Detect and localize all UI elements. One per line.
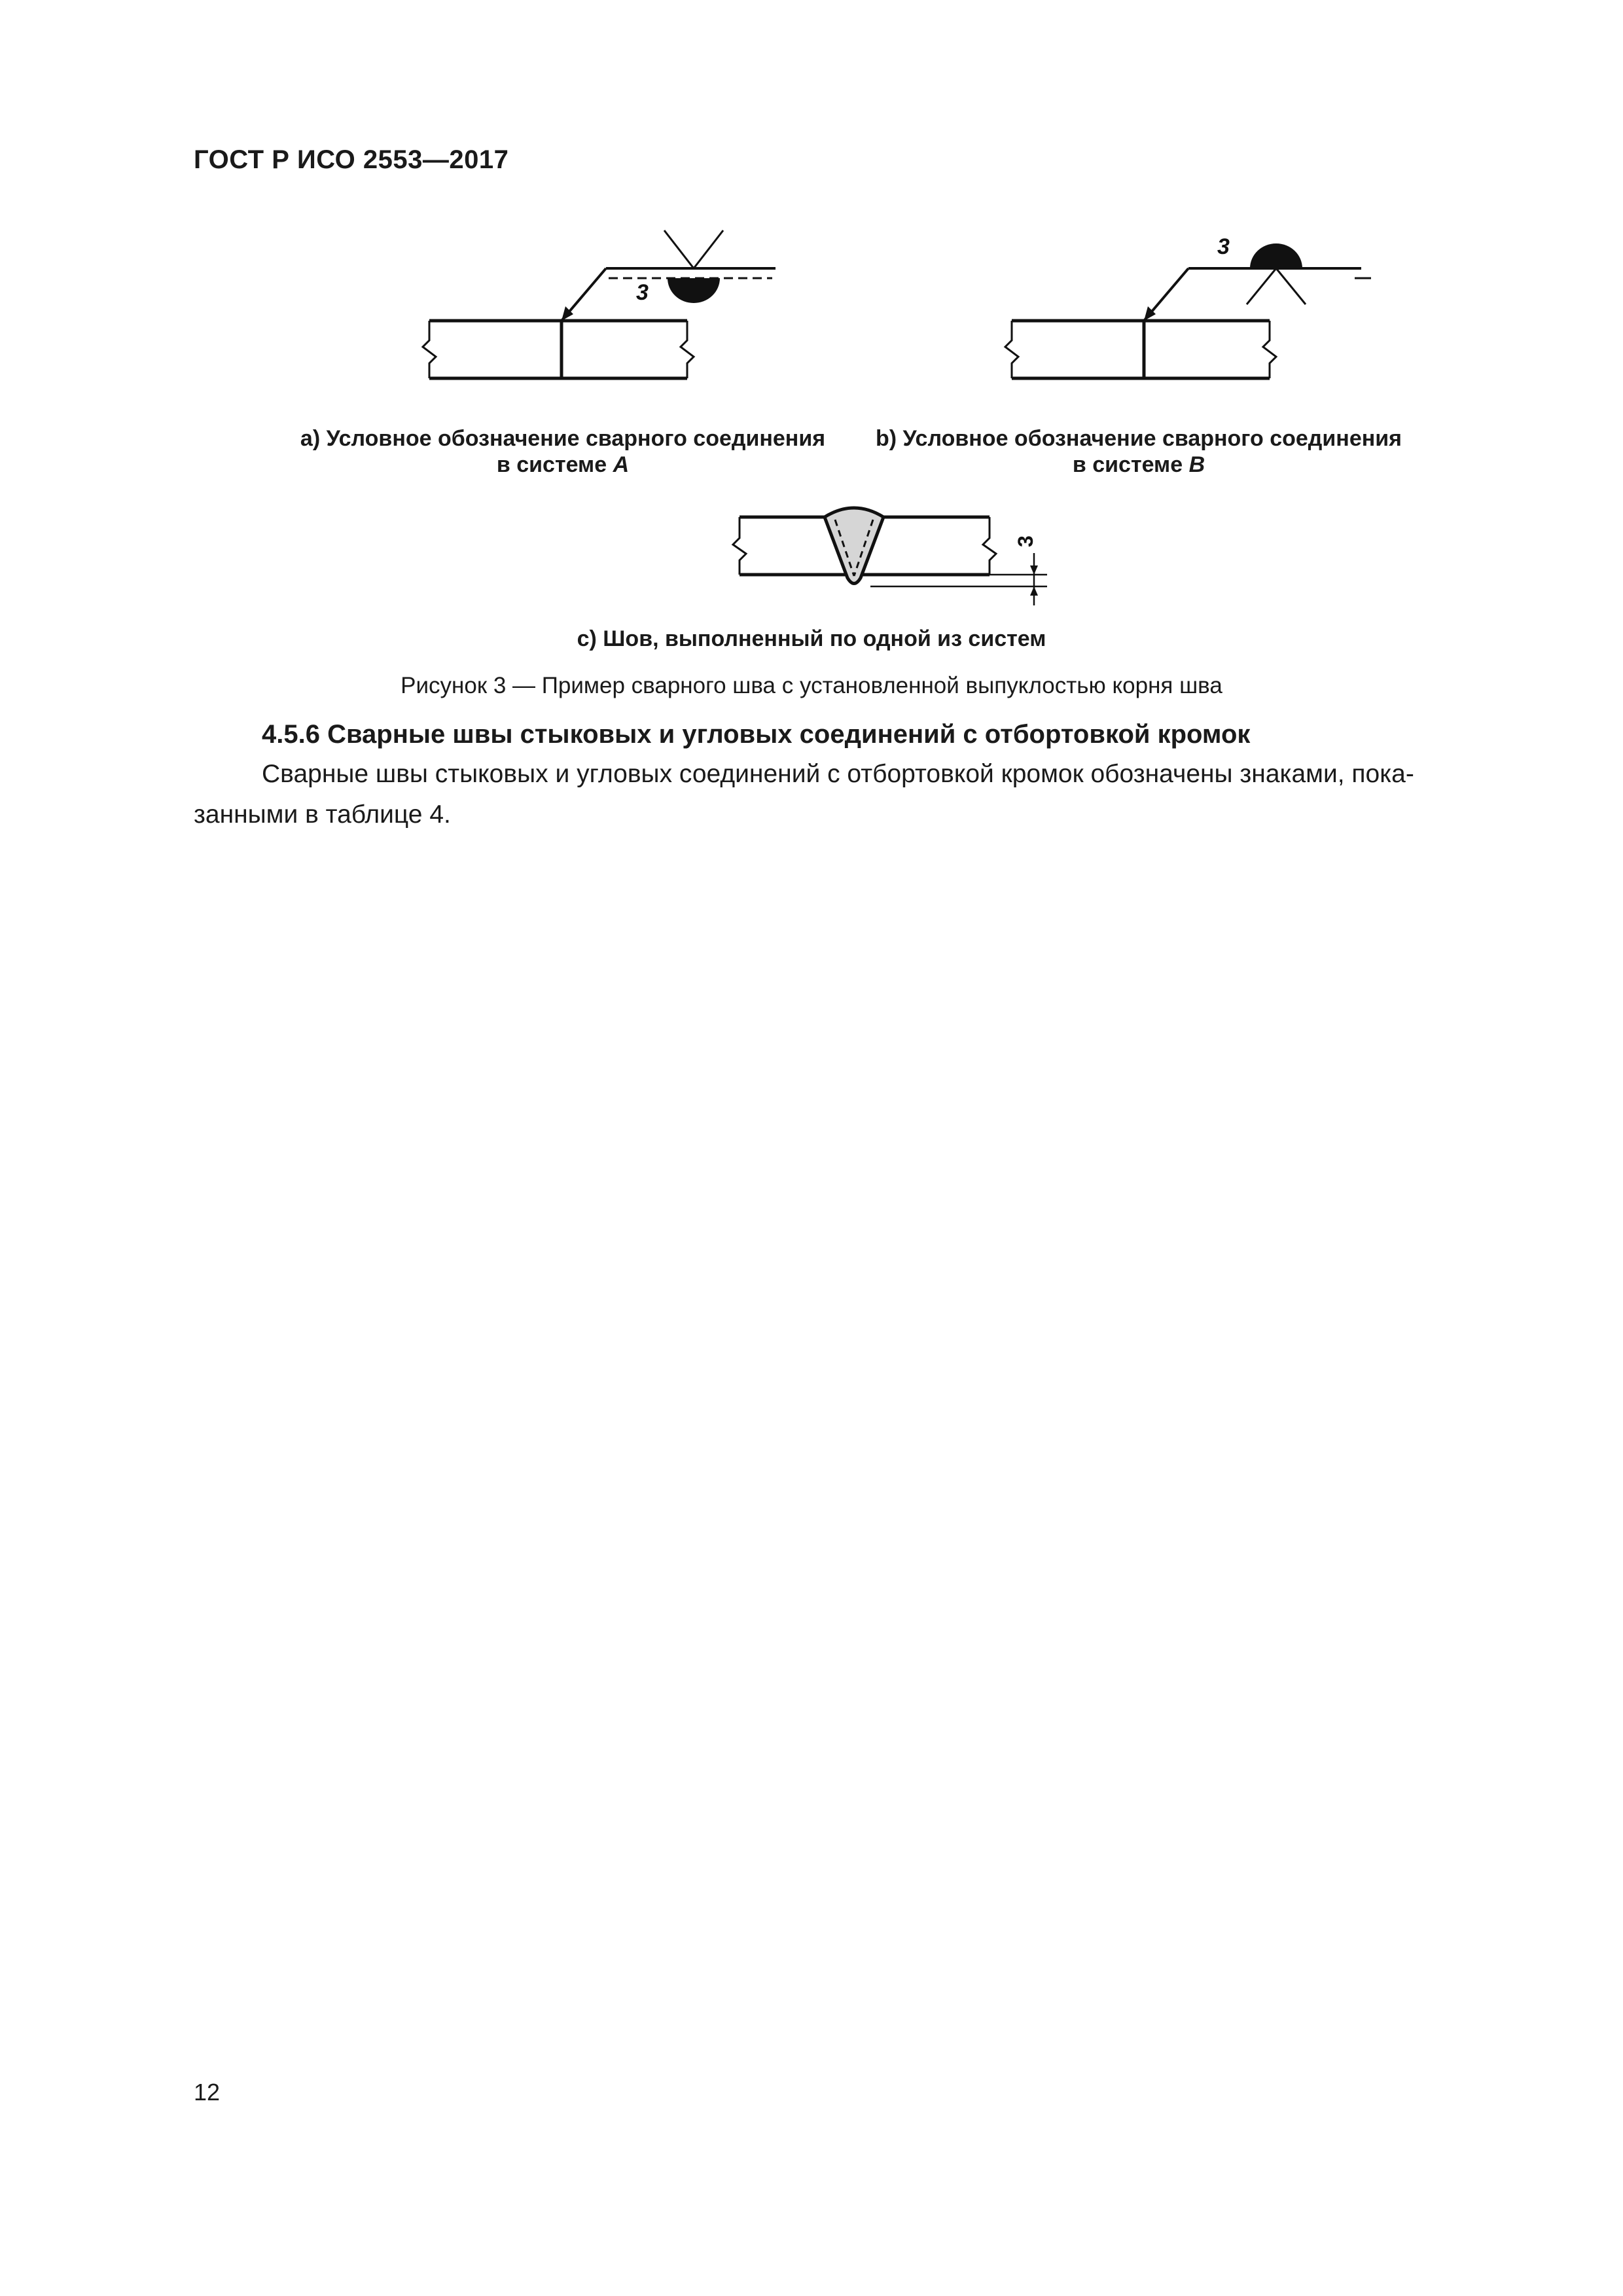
caption-a-system: A [613, 452, 630, 477]
dim-label-a: 3 [636, 280, 649, 305]
caption-a-line2: в системе A [496, 452, 630, 477]
caption-a-line1: a) Условное обозначение сварного соединения [300, 426, 826, 451]
dim-label-b: 3 [1217, 234, 1230, 259]
section-paragraph [194, 754, 1499, 835]
document-header: ГОСТ Р ИСО 2553—2017 [194, 145, 509, 174]
figure-title: Рисунок 3 — Пример сварного шва с установленной выпуклостью корня шва [401, 673, 1222, 698]
figure-b-diagram [988, 216, 1381, 399]
paragraph-line-2: занными в таблице 4. [194, 800, 451, 829]
figure-a-diagram [406, 216, 798, 399]
paragraph-line-1: Сварные швы стыковых и угловых соединений с отбортовкой кромок обозначены знаками, пока- [262, 760, 1414, 788]
caption-b-system: B [1188, 452, 1205, 477]
caption-b [851, 425, 1427, 478]
dim-label-c: 3 [1014, 535, 1037, 547]
page-number: 12 [194, 2079, 221, 2106]
section-heading: 4.5.6 Сварные швы стыковых и угловых соединений с отбортовкой кромок [262, 720, 1251, 749]
caption-a [275, 425, 851, 478]
caption-c: с) Шов, выполненный по одной из систем [577, 626, 1046, 651]
caption-b-line2: в системе B [1072, 452, 1205, 477]
caption-b-line1: b) Условное обозначение сварного соединения [875, 426, 1402, 451]
figure-c-diagram [720, 491, 1086, 622]
